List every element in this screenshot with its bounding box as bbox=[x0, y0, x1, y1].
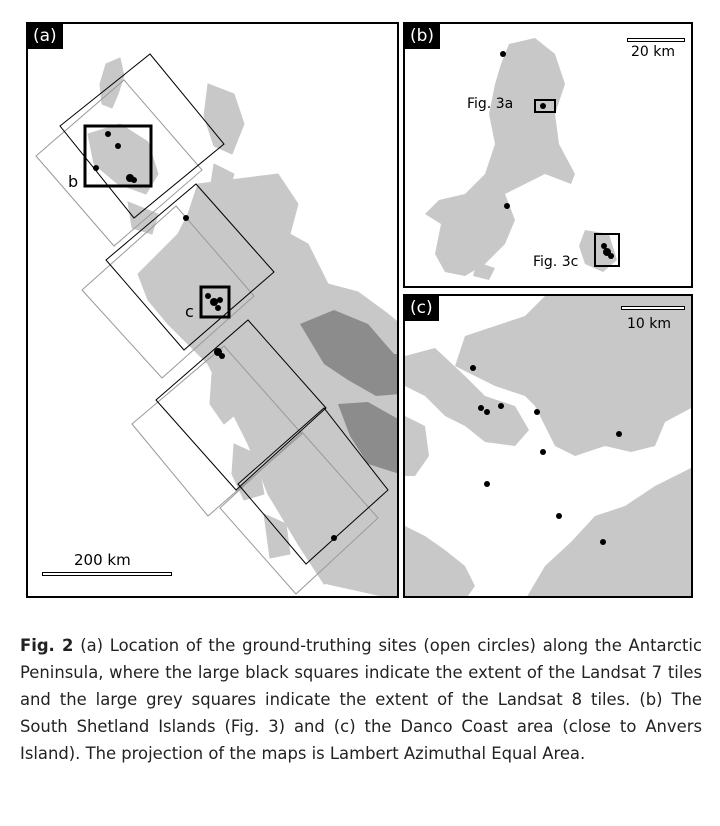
site-marker bbox=[105, 131, 111, 137]
caption-text: (a) Location of the ground-truthing sites (open circles) along the Antarctic Peninsula, where the large black squares indicate the extent of the Landsat 7 tiles and the large grey squares indicate the extent of the Landsat 8 tiles. (b) The South Shetland Islands (Fig. 3) and (c) the Danco Coast area (close to Anvers Island). The projection of the maps is Lambert Azimuthal Equal Area. bbox=[20, 636, 702, 763]
site-marker bbox=[210, 298, 218, 306]
site-marker bbox=[93, 165, 99, 171]
scale-bar-b bbox=[627, 38, 685, 42]
scale-label-b: 20 km bbox=[631, 44, 676, 60]
land-masses bbox=[405, 296, 693, 598]
scale-bar-c bbox=[621, 306, 685, 310]
peninsula-map bbox=[28, 24, 399, 598]
scale-label-a: 200 km bbox=[74, 551, 131, 569]
site-marker bbox=[215, 305, 221, 311]
site-marker bbox=[600, 539, 606, 545]
inset-c-label: c bbox=[185, 302, 194, 321]
figure-number: Fig. 2 bbox=[20, 636, 74, 655]
site-marker bbox=[616, 431, 622, 437]
site-marker bbox=[601, 243, 607, 249]
scale-label-c: 10 km bbox=[627, 316, 672, 332]
site-marker bbox=[205, 293, 211, 299]
site-marker bbox=[484, 481, 490, 487]
site-marker bbox=[608, 253, 614, 259]
site-marker bbox=[540, 103, 546, 109]
land-masses bbox=[425, 38, 617, 280]
panel-a-overview-map bbox=[26, 22, 399, 598]
panel-a-label: (a) bbox=[28, 24, 63, 49]
inset-b-label: b bbox=[68, 172, 79, 191]
panel-c-danco-coast-map bbox=[403, 294, 693, 598]
panel-b-south-shetland-map bbox=[403, 22, 693, 288]
fig-3a-label: Fig. 3a bbox=[467, 96, 514, 112]
scale-bar-a bbox=[42, 572, 172, 576]
site-marker bbox=[470, 365, 476, 371]
fig-3c-label: Fig. 3c bbox=[533, 254, 579, 270]
site-marker bbox=[498, 403, 504, 409]
site-marker bbox=[534, 409, 540, 415]
site-marker bbox=[504, 203, 510, 209]
site-marker bbox=[115, 143, 121, 149]
site-marker bbox=[217, 297, 223, 303]
site-marker bbox=[500, 51, 506, 57]
site-marker bbox=[219, 353, 225, 359]
south-shetland-map bbox=[405, 24, 693, 288]
site-marker bbox=[183, 215, 189, 221]
site-marker bbox=[540, 449, 546, 455]
site-marker bbox=[484, 409, 490, 415]
site-marker bbox=[478, 405, 484, 411]
site-marker bbox=[331, 535, 337, 541]
danco-coast-map bbox=[405, 296, 693, 598]
panel-c-label: (c) bbox=[405, 296, 439, 321]
figure-caption bbox=[20, 632, 702, 767]
panel-b-label: (b) bbox=[405, 24, 440, 49]
site-marker bbox=[556, 513, 562, 519]
site-marker bbox=[131, 177, 137, 183]
